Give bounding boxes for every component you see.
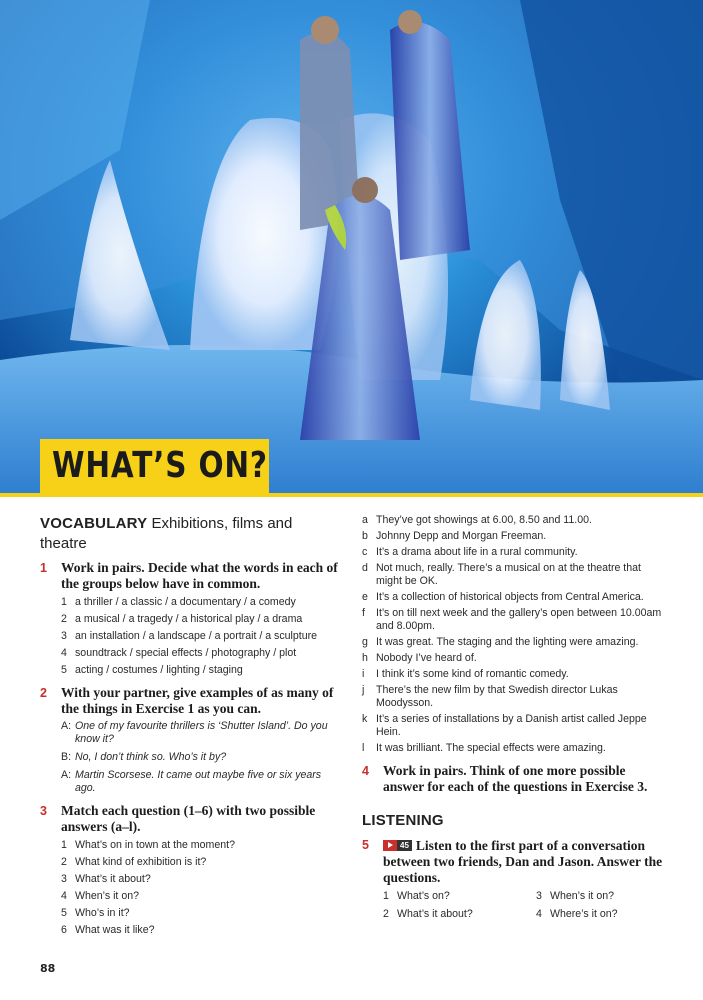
audio-play-icon — [383, 840, 397, 851]
item-number: 1 — [61, 596, 67, 608]
item-text: Who’s in it? — [75, 907, 130, 919]
exercise-number: 5 — [362, 838, 369, 852]
exercise-number: 2 — [40, 686, 47, 700]
item-number: 5 — [61, 907, 67, 919]
listening-heading — [362, 811, 667, 831]
list-item — [61, 596, 340, 609]
answer-text: It was brilliant. The special effects were amazing. — [376, 742, 606, 754]
item-number: 4 — [61, 647, 67, 659]
item-text: What’s it about? — [397, 908, 473, 920]
list-item — [61, 924, 340, 937]
instruction-text: With your partner, give examples of as many of the things in Exercise 1 as you can. — [61, 685, 334, 716]
item-text: Where’s it on? — [550, 908, 618, 920]
dialog-line — [61, 720, 340, 746]
item-number: 2 — [61, 856, 67, 868]
answer-item — [362, 636, 667, 649]
track-number: 45 — [397, 840, 412, 851]
title-rule — [0, 493, 703, 497]
item-number: 4 — [536, 908, 542, 920]
speaker: A: — [61, 720, 72, 732]
speaker: B: — [61, 751, 72, 763]
item-text: an installation / a landscape / a portrait / a sculpture — [75, 630, 318, 642]
answer-text: Johnny Depp and Morgan Freeman. — [376, 530, 547, 542]
answer-text: It’s a drama about life in a rural community. — [376, 546, 578, 558]
list-item — [61, 613, 340, 626]
page-title: WHAT’S ON? — [52, 445, 268, 486]
dialog-text: One of my favourite thrillers is ‘Shutter Island’. Do you know it? — [75, 720, 328, 745]
answer-item — [362, 530, 667, 543]
item-text: What’s on? — [397, 890, 450, 902]
exercise-3-instruction — [40, 803, 340, 835]
item-text: What kind of exhibition is it? — [75, 856, 207, 868]
answer-letter: h — [362, 652, 368, 664]
item-number: 2 — [61, 613, 67, 625]
instruction-text: Listen to the first part of a conversation between two friends, Dan and Jason. Answer the questions. — [383, 838, 663, 885]
list-item — [61, 873, 340, 886]
item-number: 6 — [61, 924, 67, 936]
answer-text: It’s on till next week and the gallery’s open between 10.00am and 8.00pm. — [376, 607, 662, 632]
answer-item — [362, 562, 667, 588]
list-item — [383, 908, 536, 921]
exercise-3-questions — [61, 839, 340, 937]
page-title-banner — [40, 439, 269, 493]
answer-item — [362, 514, 667, 527]
list-item — [61, 856, 340, 869]
answer-text: There’s the new film by that Swedish director Lukas Moodysson. — [376, 684, 618, 709]
list-item — [61, 630, 340, 643]
answer-text: It was great. The staging and the lighting were amazing. — [376, 636, 639, 648]
item-number: 3 — [61, 873, 67, 885]
answer-text: Nobody I’ve heard of. — [376, 652, 477, 664]
exercise-1-items — [61, 596, 340, 677]
item-number: 3 — [536, 890, 542, 902]
dialog-line — [61, 751, 340, 764]
page-number: 88 — [40, 962, 56, 975]
answer-text: It’s a collection of historical objects from Central America. — [376, 591, 644, 603]
answer-letter: f — [362, 607, 365, 619]
item-number: 3 — [61, 630, 67, 642]
item-number: 1 — [383, 890, 389, 902]
answer-text: They’ve got showings at 6.00, 8.50 and 11.00. — [376, 514, 592, 526]
instruction-text: Match each question (1–6) with two possible answers (a–l). — [61, 803, 316, 834]
answer-letter: i — [362, 668, 365, 680]
exercise-number: 1 — [40, 561, 47, 575]
item-text: soundtrack / special effects / photography / plot — [75, 647, 297, 659]
answer-letter: c — [362, 546, 368, 558]
list-item — [536, 908, 656, 921]
answer-letter: a — [362, 514, 368, 526]
audio-track-button[interactable] — [383, 837, 412, 853]
speaker: A: — [61, 769, 72, 781]
answer-letter: l — [362, 742, 365, 754]
dialog-text: Martin Scorsese. It came out maybe five or six years ago. — [75, 769, 322, 794]
answer-item — [362, 684, 667, 710]
vocabulary-heading — [40, 514, 340, 554]
vocabulary-label: VOCABULARY — [40, 515, 148, 532]
answer-letter: g — [362, 636, 368, 648]
hero-photo — [0, 0, 703, 493]
answer-letter: k — [362, 713, 368, 725]
answer-text: It’s a series of installations by a Danish artist called Jeppe Hein. — [376, 713, 647, 738]
left-column — [40, 514, 340, 945]
exercise-5-instruction — [362, 837, 667, 886]
list-item — [61, 907, 340, 920]
item-text: What’s it about? — [75, 873, 151, 885]
item-text: acting / costumes / lighting / staging — [75, 664, 243, 676]
item-text: When’s it on? — [75, 890, 139, 902]
answer-letter: j — [362, 684, 365, 696]
item-text: What’s on in town at the moment? — [75, 839, 235, 851]
ice-sculpture-illustration — [0, 0, 703, 493]
answer-item — [362, 591, 667, 604]
item-text: When’s it on? — [550, 890, 614, 902]
item-text: What was it like? — [75, 924, 155, 936]
answer-item — [362, 668, 667, 681]
exercise-number: 3 — [40, 804, 47, 818]
list-item — [61, 890, 340, 903]
exercise-1-instruction — [40, 560, 340, 592]
item-number: 5 — [61, 664, 67, 676]
answer-text: Not much, really. There’s a musical on at the theatre that might be OK. — [376, 562, 641, 587]
instruction-text: Work in pairs. Decide what the words in each of the groups below have in common. — [61, 560, 338, 591]
item-text: a thriller / a classic / a documentary / a comedy — [75, 596, 296, 608]
vocabulary-subtitle: Exhibitions, films and theatre — [40, 515, 293, 552]
answer-letter: d — [362, 562, 368, 574]
list-item — [536, 890, 656, 903]
item-number: 1 — [61, 839, 67, 851]
item-number: 4 — [61, 890, 67, 902]
exercise-2-instruction — [40, 685, 340, 717]
right-column — [362, 514, 667, 921]
answer-item — [362, 713, 667, 739]
item-text: a musical / a tragedy / a historical play / a drama — [75, 613, 303, 625]
answer-item — [362, 607, 667, 633]
list-item — [61, 839, 340, 852]
list-item — [61, 664, 340, 677]
exercise-4-instruction — [362, 763, 667, 795]
instruction-text: Work in pairs. Think of one more possible answer for each of the questions in Exercise 3. — [383, 763, 648, 794]
exercise-5-questions — [383, 890, 667, 921]
answer-item — [362, 742, 667, 755]
answer-letter: e — [362, 591, 368, 603]
answer-item — [362, 652, 667, 665]
exercise-number: 4 — [362, 764, 369, 778]
list-item — [383, 890, 536, 903]
listening-label: LISTENING — [362, 812, 444, 829]
dialog-text: No, I don’t think so. Who’s it by? — [75, 751, 227, 763]
answer-text: I think it’s some kind of romantic comedy. — [376, 668, 569, 680]
answer-item — [362, 546, 667, 559]
exercise-2-dialog — [61, 720, 340, 795]
answer-letter: b — [362, 530, 368, 542]
list-item — [61, 647, 340, 660]
item-number: 2 — [383, 908, 389, 920]
dialog-line — [61, 769, 340, 795]
